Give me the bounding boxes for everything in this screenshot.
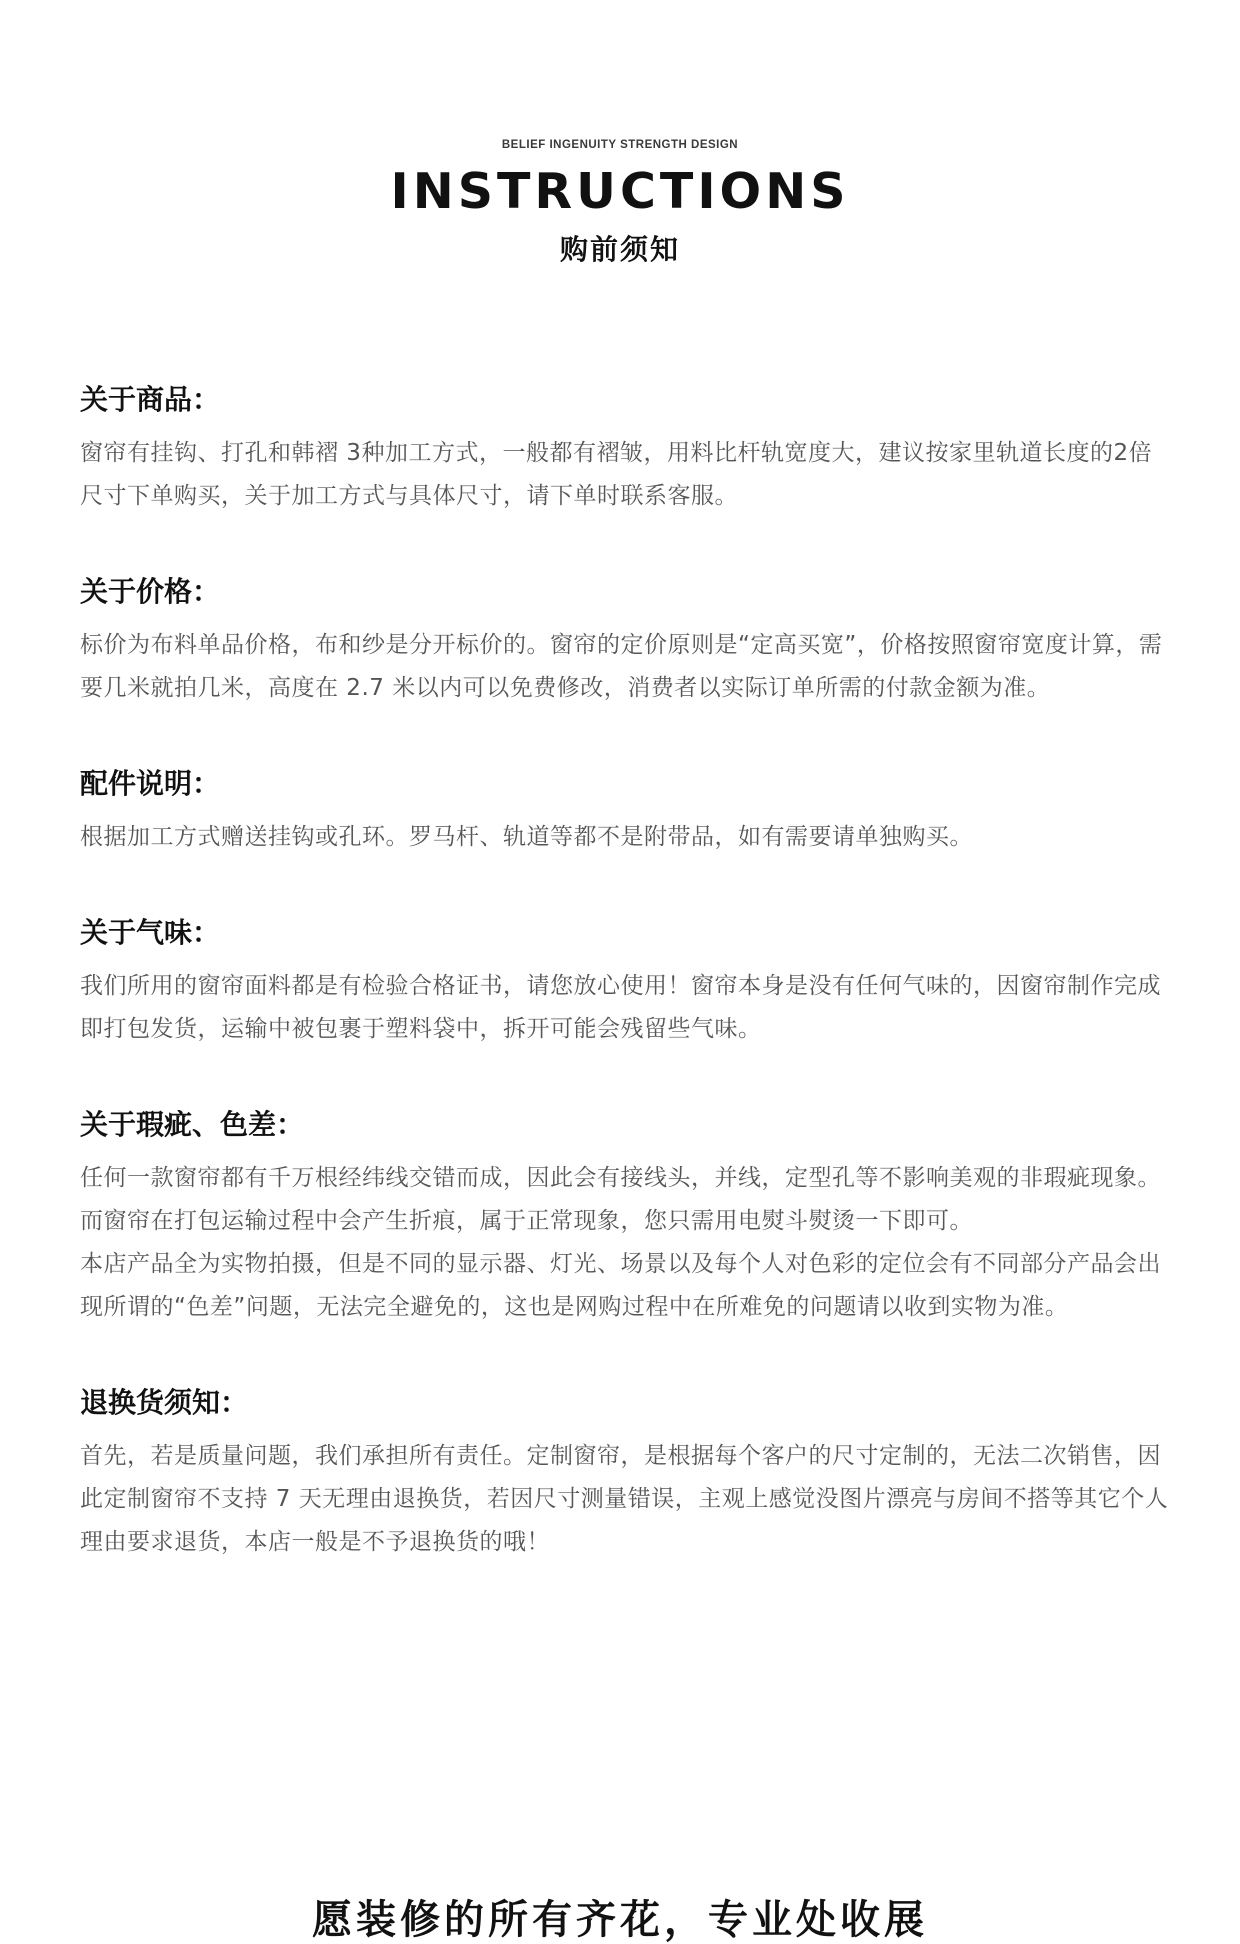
section-title: 关于瑕疵、色差： (80, 1108, 305, 1141)
section-returns (80, 1381, 1170, 1564)
section-title: 关于气味： (80, 916, 221, 949)
footer-heading: 愿装修的所有齐花，专业处收展 (312, 1897, 928, 1943)
page-subtitle: 购前须知 (559, 233, 680, 266)
section-paragraph: 任何一款窗帘都有千万根经纬线交错而成，因此会有接线头，并线，定型孔等不影响美观的非瑕疵现象。而窗帘在打包运输过程中会产生折痕，属于正常现象，您只需用电熨斗熨烫一下即可。 (80, 1165, 1161, 1234)
section-title: 关于商品： (80, 383, 221, 416)
section-body (80, 1435, 1170, 1564)
section-paragraph: 我们所用的窗帘面料都是有检验合格证书，请您放心使用！窗帘本身是没有任何气味的，因窗帘制作完成即打包发货，运输中被包裹于塑料袋中，拆开可能会残留些气味。 (80, 973, 1161, 1042)
section-body (80, 816, 1170, 859)
section-title: 退换货须知： (80, 1386, 249, 1419)
section-accessories (80, 762, 1170, 859)
section-body (80, 432, 1170, 518)
section-paragraph: 窗帘有挂钩、打孔和韩褶 3种加工方式，一般都有褶皱，用料比杆轨宽度大，建议按家里轨道长度的2倍尺寸下单购买，关于加工方式与具体尺寸，请下单时联系客服。 (80, 440, 1153, 509)
section-body (80, 965, 1170, 1051)
section-odor (80, 911, 1170, 1051)
section-title: 关于价格： (80, 575, 221, 608)
instructions-content (80, 378, 1170, 1564)
section-paragraph: 根据加工方式赠送挂钩或孔环。罗马杆、轨道等都不是附带品，如有需要请单独购买。 (80, 824, 973, 850)
section-paragraph: 本店产品全为实物拍摄，但是不同的显示器、灯光、场景以及每个人对色彩的定位会有不同部分产品会出现所谓的“色差”问题，无法完全避免的，这也是网购过程中在所难免的问题请以收到实物为准。 (80, 1251, 1161, 1320)
page-title: INSTRUCTIONS (390, 163, 850, 220)
section-paragraph: 首先，若是质量问题，我们承担所有责任。定制窗帘，是根据每个客户的尺寸定制的，无法二次销售，因此定制窗帘不支持 7 天无理由退换货，若因尺寸测量错误，主观上感觉没图片漂亮与房间不搭等其它个人理由要求退货，本店一般是不予退换货的哦！ (80, 1443, 1169, 1555)
section-title: 配件说明： (80, 767, 221, 800)
section-paragraph: 标价为布料单品价格，布和纱是分开标价的。窗帘的定价原则是“定高买宽”，价格按照窗帘宽度计算，需要几米就拍几米，高度在 2.7 米以内可以免费修改，消费者以实际订单所需的付款金额为准。 (80, 632, 1163, 701)
section-product (80, 378, 1170, 518)
section-body (80, 1157, 1170, 1329)
section-defects-color (80, 1103, 1170, 1329)
page-header (0, 139, 1240, 268)
brand-tagline: BELIEF INGENUITY STRENGTH DESIGN (501, 139, 739, 151)
section-price (80, 570, 1170, 710)
section-body (80, 624, 1170, 710)
